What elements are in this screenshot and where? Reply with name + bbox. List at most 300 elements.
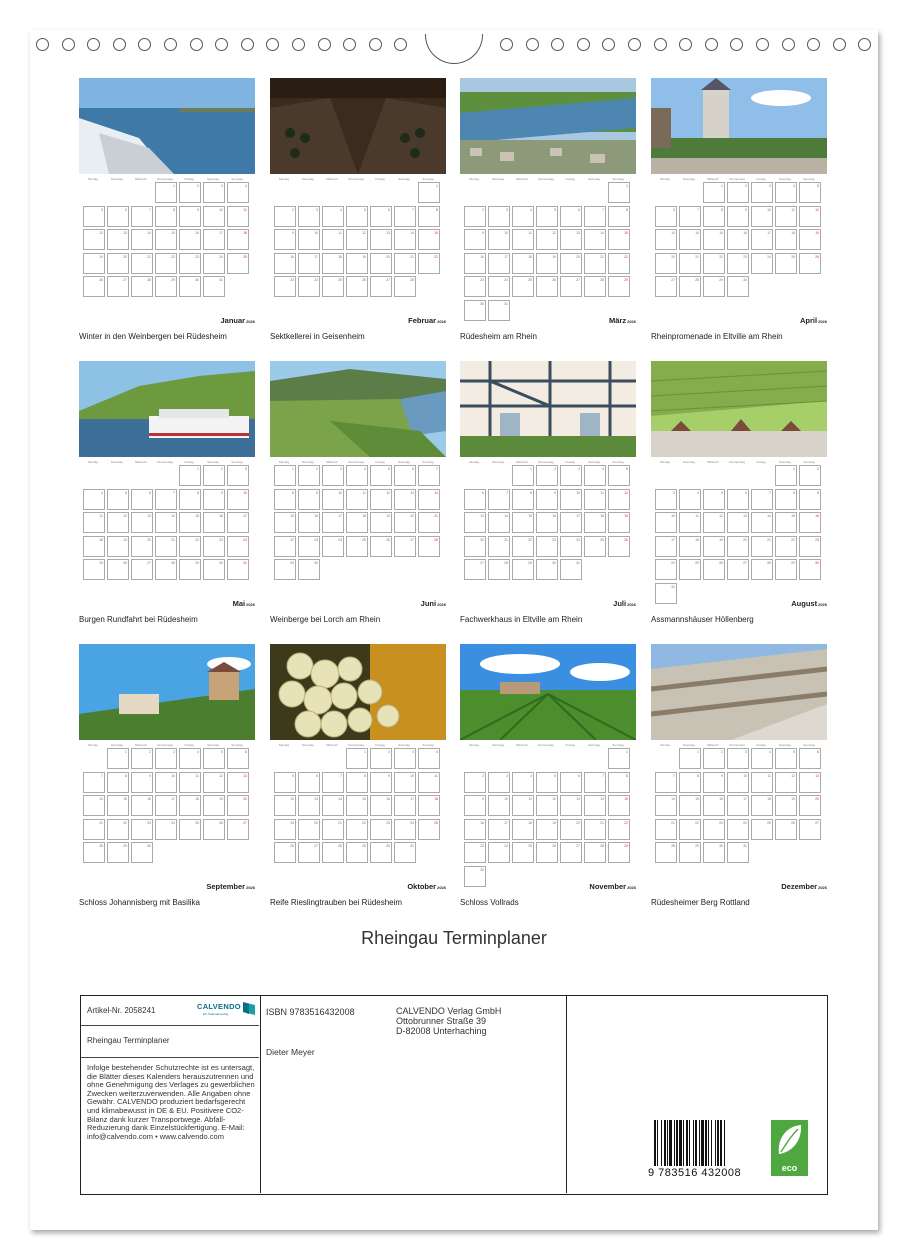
day-cell[interactable]: 16 [131, 795, 153, 816]
day-cell[interactable]: 17 [227, 512, 249, 533]
day-cell[interactable]: 5 [799, 182, 821, 203]
day-cell[interactable]: 26 [608, 536, 630, 557]
day-cell[interactable]: 25 [775, 253, 797, 274]
day-cell[interactable]: 12 [274, 795, 296, 816]
day-cell[interactable]: 7 [488, 489, 510, 510]
day-cell[interactable]: 15 [155, 229, 177, 250]
day-cell[interactable]: 6 [560, 206, 582, 227]
day-cell[interactable]: 7 [394, 206, 416, 227]
day-cell[interactable]: 14 [584, 229, 606, 250]
day-cell[interactable]: 9 [464, 229, 486, 250]
day-cell[interactable]: 26 [536, 842, 558, 863]
day-cell[interactable]: 23 [370, 819, 392, 840]
day-cell[interactable]: 21 [584, 819, 606, 840]
day-cell[interactable]: 8 [703, 206, 725, 227]
day-cell[interactable]: 8 [608, 206, 630, 227]
day-cell[interactable]: 27 [394, 536, 416, 557]
day-cell[interactable]: 26 [703, 559, 725, 580]
day-cell[interactable]: 1 [775, 465, 797, 486]
day-cell[interactable]: 15 [608, 229, 630, 250]
day-cell[interactable]: 15 [274, 512, 296, 533]
day-cell[interactable]: 7 [679, 206, 701, 227]
day-cell[interactable]: 18 [322, 253, 344, 274]
day-cell[interactable]: 28 [418, 536, 440, 557]
day-cell[interactable]: 3 [322, 465, 344, 486]
day-cell[interactable]: 8 [679, 772, 701, 793]
day-cell[interactable]: 25 [227, 253, 249, 274]
day-cell[interactable]: 24 [488, 276, 510, 297]
day-cell[interactable]: 20 [799, 795, 821, 816]
day-cell[interactable]: 24 [394, 819, 416, 840]
day-cell[interactable]: 15 [775, 512, 797, 533]
day-cell[interactable]: 1 [512, 465, 534, 486]
day-cell[interactable]: 22 [775, 536, 797, 557]
day-cell[interactable]: 14 [488, 512, 510, 533]
day-cell[interactable]: 15 [703, 229, 725, 250]
day-cell[interactable]: 12 [536, 795, 558, 816]
day-cell[interactable]: 24 [155, 819, 177, 840]
day-cell[interactable]: 30 [203, 559, 225, 580]
day-cell[interactable]: 18 [418, 795, 440, 816]
day-cell[interactable]: 24 [203, 253, 225, 274]
day-cell[interactable]: 1 [107, 748, 129, 769]
day-cell[interactable]: 26 [370, 536, 392, 557]
day-cell[interactable]: 19 [536, 253, 558, 274]
day-cell[interactable]: 14 [584, 795, 606, 816]
day-cell[interactable]: 25 [322, 276, 344, 297]
day-cell[interactable]: 27 [227, 819, 249, 840]
day-cell[interactable]: 23 [727, 253, 749, 274]
day-cell[interactable]: 6 [131, 489, 153, 510]
day-cell[interactable]: 28 [584, 276, 606, 297]
day-cell[interactable]: 5 [536, 206, 558, 227]
day-cell[interactable]: 27 [464, 559, 486, 580]
day-cell[interactable]: 12 [799, 206, 821, 227]
day-cell[interactable]: 17 [394, 795, 416, 816]
day-cell[interactable]: 10 [155, 772, 177, 793]
day-cell[interactable]: 13 [560, 795, 582, 816]
day-cell[interactable]: 16 [727, 229, 749, 250]
day-cell[interactable]: 28 [322, 842, 344, 863]
day-cell[interactable]: 24 [727, 819, 749, 840]
day-cell[interactable]: 31 [227, 559, 249, 580]
day-cell[interactable]: 8 [608, 772, 630, 793]
day-cell[interactable]: 7 [131, 206, 153, 227]
day-cell[interactable]: 8 [775, 489, 797, 510]
day-cell[interactable]: 22 [703, 253, 725, 274]
day-cell[interactable]: 4 [418, 748, 440, 769]
day-cell[interactable]: 3 [727, 748, 749, 769]
day-cell[interactable]: 4 [775, 182, 797, 203]
day-cell[interactable]: 15 [679, 795, 701, 816]
day-cell[interactable]: 17 [203, 229, 225, 250]
day-cell[interactable]: 28 [655, 842, 677, 863]
day-cell[interactable]: 25 [346, 536, 368, 557]
day-cell[interactable]: 21 [155, 536, 177, 557]
day-cell[interactable]: 22 [274, 536, 296, 557]
day-cell[interactable]: 10 [751, 206, 773, 227]
day-cell[interactable]: 13 [799, 772, 821, 793]
day-cell[interactable]: 30 [799, 559, 821, 580]
day-cell[interactable]: 12 [83, 229, 105, 250]
day-cell[interactable]: 3 [488, 206, 510, 227]
day-cell[interactable]: 24 [560, 536, 582, 557]
day-cell[interactable]: 12 [608, 489, 630, 510]
day-cell[interactable]: 24 [322, 536, 344, 557]
day-cell[interactable]: 8 [179, 489, 201, 510]
day-cell[interactable]: 11 [179, 772, 201, 793]
day-cell[interactable]: 10 [394, 772, 416, 793]
day-cell[interactable]: 8 [346, 772, 368, 793]
day-cell[interactable]: 21 [488, 536, 510, 557]
day-cell[interactable]: 31 [560, 559, 582, 580]
day-cell[interactable]: 28 [83, 842, 105, 863]
day-cell[interactable]: 7 [584, 206, 606, 227]
day-cell[interactable]: 19 [608, 512, 630, 533]
day-cell[interactable]: 26 [274, 842, 296, 863]
day-cell[interactable]: 4 [512, 206, 534, 227]
day-cell[interactable]: 10 [488, 229, 510, 250]
day-cell[interactable]: 17 [155, 795, 177, 816]
day-cell[interactable]: 6 [727, 489, 749, 510]
day-cell[interactable]: 3 [560, 465, 582, 486]
day-cell[interactable]: 6 [464, 489, 486, 510]
day-cell[interactable]: 30 [298, 559, 320, 580]
day-cell[interactable]: 14 [751, 512, 773, 533]
day-cell[interactable]: 19 [775, 795, 797, 816]
day-cell[interactable]: 4 [83, 489, 105, 510]
day-cell[interactable]: 9 [703, 772, 725, 793]
day-cell[interactable]: 11 [512, 229, 534, 250]
day-cell[interactable]: 18 [512, 253, 534, 274]
day-cell[interactable]: 2 [274, 206, 296, 227]
day-cell[interactable]: 29 [608, 842, 630, 863]
day-cell[interactable]: 7 [418, 465, 440, 486]
day-cell[interactable]: 18 [227, 229, 249, 250]
day-cell[interactable]: 13 [370, 229, 392, 250]
day-cell[interactable]: 21 [655, 819, 677, 840]
day-cell[interactable]: 10 [322, 489, 344, 510]
day-cell[interactable]: 25 [584, 536, 606, 557]
day-cell[interactable]: 28 [155, 559, 177, 580]
day-cell[interactable]: 24 [655, 559, 677, 580]
day-cell[interactable]: 8 [155, 206, 177, 227]
day-cell[interactable]: 12 [346, 229, 368, 250]
day-cell[interactable]: 11 [751, 772, 773, 793]
day-cell[interactable]: 28 [584, 842, 606, 863]
day-cell[interactable]: 10 [298, 229, 320, 250]
day-cell[interactable]: 19 [274, 819, 296, 840]
day-cell[interactable]: 29 [679, 842, 701, 863]
day-cell[interactable]: 7 [751, 489, 773, 510]
day-cell[interactable]: 7 [584, 772, 606, 793]
day-cell[interactable]: 30 [703, 842, 725, 863]
day-cell[interactable]: 14 [131, 229, 153, 250]
day-cell[interactable]: 22 [679, 819, 701, 840]
day-cell[interactable]: 5 [346, 206, 368, 227]
day-cell[interactable]: 21 [584, 253, 606, 274]
day-cell[interactable]: 1 [418, 182, 440, 203]
day-cell[interactable]: 2 [179, 182, 201, 203]
day-cell[interactable]: 25 [418, 819, 440, 840]
day-cell[interactable]: 13 [227, 772, 249, 793]
day-cell[interactable]: 15 [107, 795, 129, 816]
day-cell[interactable]: 29 [274, 559, 296, 580]
day-cell[interactable]: 16 [703, 795, 725, 816]
day-cell[interactable]: 27 [131, 559, 153, 580]
day-cell[interactable]: 11 [679, 512, 701, 533]
day-cell[interactable]: 21 [83, 819, 105, 840]
day-cell[interactable]: 7 [83, 772, 105, 793]
day-cell[interactable]: 15 [418, 229, 440, 250]
day-cell[interactable]: 12 [107, 512, 129, 533]
day-cell[interactable]: 27 [560, 276, 582, 297]
day-cell[interactable]: 9 [799, 489, 821, 510]
day-cell[interactable]: 23 [274, 276, 296, 297]
day-cell[interactable]: 17 [560, 512, 582, 533]
day-cell[interactable]: 4 [227, 182, 249, 203]
day-cell[interactable]: 26 [203, 819, 225, 840]
day-cell[interactable]: 23 [536, 536, 558, 557]
day-cell[interactable]: 6 [370, 206, 392, 227]
day-cell[interactable]: 11 [83, 512, 105, 533]
day-cell[interactable]: 10 [227, 489, 249, 510]
day-cell[interactable]: 23 [179, 253, 201, 274]
day-cell[interactable]: 30 [464, 300, 486, 321]
day-cell[interactable]: 15 [346, 795, 368, 816]
day-cell[interactable]: 3 [298, 206, 320, 227]
day-cell[interactable]: 5 [608, 465, 630, 486]
day-cell[interactable]: 22 [346, 819, 368, 840]
day-cell[interactable]: 17 [655, 536, 677, 557]
day-cell[interactable]: 22 [107, 819, 129, 840]
day-cell[interactable]: 25 [751, 819, 773, 840]
day-cell[interactable]: 13 [560, 229, 582, 250]
day-cell[interactable]: 16 [203, 512, 225, 533]
day-cell[interactable]: 28 [679, 276, 701, 297]
day-cell[interactable]: 25 [679, 559, 701, 580]
day-cell[interactable]: 23 [203, 536, 225, 557]
day-cell[interactable]: 24 [227, 536, 249, 557]
day-cell[interactable]: 22 [418, 253, 440, 274]
day-cell[interactable]: 12 [203, 772, 225, 793]
day-cell[interactable]: 29 [179, 559, 201, 580]
day-cell[interactable]: 29 [608, 276, 630, 297]
day-cell[interactable]: 18 [775, 229, 797, 250]
day-cell[interactable]: 16 [274, 253, 296, 274]
day-cell[interactable]: 19 [83, 253, 105, 274]
day-cell[interactable]: 29 [703, 276, 725, 297]
day-cell[interactable]: 22 [179, 536, 201, 557]
day-cell[interactable]: 20 [131, 536, 153, 557]
day-cell[interactable]: 17 [322, 512, 344, 533]
day-cell[interactable]: 5 [83, 206, 105, 227]
day-cell[interactable]: 6 [107, 206, 129, 227]
day-cell[interactable]: 18 [584, 512, 606, 533]
day-cell[interactable]: 14 [679, 229, 701, 250]
day-cell[interactable]: 3 [488, 772, 510, 793]
day-cell[interactable]: 23 [131, 819, 153, 840]
day-cell[interactable]: 28 [131, 276, 153, 297]
day-cell[interactable]: 10 [488, 795, 510, 816]
day-cell[interactable]: 18 [179, 795, 201, 816]
day-cell[interactable]: 26 [536, 276, 558, 297]
day-cell[interactable]: 7 [322, 772, 344, 793]
day-cell[interactable]: 19 [703, 536, 725, 557]
day-cell[interactable]: 1 [608, 182, 630, 203]
day-cell[interactable]: 14 [418, 489, 440, 510]
day-cell[interactable]: 2 [727, 182, 749, 203]
day-cell[interactable]: 27 [799, 819, 821, 840]
day-cell[interactable]: 9 [370, 772, 392, 793]
day-cell[interactable]: 6 [560, 772, 582, 793]
day-cell[interactable]: 29 [346, 842, 368, 863]
day-cell[interactable]: 9 [727, 206, 749, 227]
day-cell[interactable]: 5 [775, 748, 797, 769]
day-cell[interactable]: 9 [274, 229, 296, 250]
day-cell[interactable]: 22 [608, 253, 630, 274]
day-cell[interactable]: 1 [274, 465, 296, 486]
day-cell[interactable]: 18 [751, 795, 773, 816]
day-cell[interactable]: 27 [370, 276, 392, 297]
day-cell[interactable]: 19 [799, 229, 821, 250]
day-cell[interactable]: 19 [536, 819, 558, 840]
day-cell[interactable]: 29 [512, 559, 534, 580]
day-cell[interactable]: 14 [155, 512, 177, 533]
day-cell[interactable]: 11 [227, 206, 249, 227]
day-cell[interactable]: 3 [751, 182, 773, 203]
day-cell[interactable]: 11 [322, 229, 344, 250]
day-cell[interactable]: 20 [727, 536, 749, 557]
day-cell[interactable]: 3 [155, 748, 177, 769]
day-cell[interactable]: 1 [608, 748, 630, 769]
day-cell[interactable]: 20 [655, 253, 677, 274]
day-cell[interactable]: 11 [584, 489, 606, 510]
day-cell[interactable]: 31 [394, 842, 416, 863]
day-cell[interactable]: 20 [107, 253, 129, 274]
day-cell[interactable]: 4 [322, 206, 344, 227]
day-cell[interactable]: 3 [203, 182, 225, 203]
day-cell[interactable]: 2 [464, 206, 486, 227]
day-cell[interactable]: 31 [655, 583, 677, 604]
day-cell[interactable]: 25 [83, 559, 105, 580]
day-cell[interactable]: 26 [799, 253, 821, 274]
day-cell[interactable]: 23 [464, 276, 486, 297]
day-cell[interactable]: 11 [512, 795, 534, 816]
day-cell[interactable]: 10 [203, 206, 225, 227]
day-cell[interactable]: 10 [655, 512, 677, 533]
day-cell[interactable]: 21 [679, 253, 701, 274]
day-cell[interactable]: 17 [488, 253, 510, 274]
day-cell[interactable]: 26 [83, 276, 105, 297]
day-cell[interactable]: 1 [155, 182, 177, 203]
day-cell[interactable]: 9 [131, 772, 153, 793]
day-cell[interactable]: 12 [370, 489, 392, 510]
day-cell[interactable]: 2 [298, 465, 320, 486]
day-cell[interactable]: 2 [799, 465, 821, 486]
day-cell[interactable]: 9 [464, 795, 486, 816]
day-cell[interactable]: 26 [107, 559, 129, 580]
day-cell[interactable]: 15 [179, 512, 201, 533]
day-cell[interactable]: 12 [536, 229, 558, 250]
day-cell[interactable]: 16 [464, 253, 486, 274]
day-cell[interactable]: 20 [370, 253, 392, 274]
day-cell[interactable]: 3 [394, 748, 416, 769]
day-cell[interactable]: 20 [464, 536, 486, 557]
day-cell[interactable]: 5 [107, 489, 129, 510]
day-cell[interactable]: 6 [227, 748, 249, 769]
day-cell[interactable]: 2 [203, 465, 225, 486]
day-cell[interactable]: 29 [775, 559, 797, 580]
day-cell[interactable]: 7 [155, 489, 177, 510]
day-cell[interactable]: 11 [346, 489, 368, 510]
day-cell[interactable]: 1 [679, 748, 701, 769]
day-cell[interactable]: 16 [536, 512, 558, 533]
day-cell[interactable]: 14 [322, 795, 344, 816]
day-cell[interactable]: 23 [799, 536, 821, 557]
day-cell[interactable]: 3 [227, 465, 249, 486]
day-cell[interactable]: 4 [751, 748, 773, 769]
day-cell[interactable]: 31 [488, 300, 510, 321]
day-cell[interactable]: 31 [727, 842, 749, 863]
day-cell[interactable]: 4 [346, 465, 368, 486]
day-cell[interactable]: 16 [799, 512, 821, 533]
day-cell[interactable]: 11 [775, 206, 797, 227]
day-cell[interactable]: 21 [751, 536, 773, 557]
day-cell[interactable]: 24 [751, 253, 773, 274]
day-cell[interactable]: 5 [536, 772, 558, 793]
day-cell[interactable]: 22 [512, 536, 534, 557]
day-cell[interactable]: 30 [536, 559, 558, 580]
day-cell[interactable]: 12 [703, 512, 725, 533]
day-cell[interactable]: 10 [727, 772, 749, 793]
day-cell[interactable]: 21 [394, 253, 416, 274]
day-cell[interactable]: 21 [418, 512, 440, 533]
day-cell[interactable]: 23 [298, 536, 320, 557]
day-cell[interactable]: 5 [274, 772, 296, 793]
day-cell[interactable]: 7 [655, 772, 677, 793]
day-cell[interactable]: 29 [155, 276, 177, 297]
day-cell[interactable]: 2 [370, 748, 392, 769]
day-cell[interactable]: 1 [703, 182, 725, 203]
day-cell[interactable]: 2 [703, 748, 725, 769]
day-cell[interactable]: 27 [727, 559, 749, 580]
day-cell[interactable]: 5 [203, 748, 225, 769]
day-cell[interactable]: 21 [322, 819, 344, 840]
day-cell[interactable]: 17 [298, 253, 320, 274]
day-cell[interactable]: 20 [394, 512, 416, 533]
day-cell[interactable]: 30 [464, 866, 486, 887]
day-cell[interactable]: 6 [655, 206, 677, 227]
day-cell[interactable]: 13 [131, 512, 153, 533]
day-cell[interactable]: 18 [512, 819, 534, 840]
day-cell[interactable]: 13 [464, 512, 486, 533]
day-cell[interactable]: 12 [775, 772, 797, 793]
day-cell[interactable]: 28 [394, 276, 416, 297]
day-cell[interactable]: 25 [179, 819, 201, 840]
day-cell[interactable]: 18 [83, 536, 105, 557]
day-cell[interactable]: 27 [560, 842, 582, 863]
day-cell[interactable]: 9 [179, 206, 201, 227]
day-cell[interactable]: 30 [131, 842, 153, 863]
day-cell[interactable]: 17 [751, 229, 773, 250]
day-cell[interactable]: 2 [536, 465, 558, 486]
day-cell[interactable]: 19 [346, 253, 368, 274]
day-cell[interactable]: 25 [512, 842, 534, 863]
day-cell[interactable]: 26 [775, 819, 797, 840]
day-cell[interactable]: 1 [179, 465, 201, 486]
day-cell[interactable]: 13 [107, 229, 129, 250]
